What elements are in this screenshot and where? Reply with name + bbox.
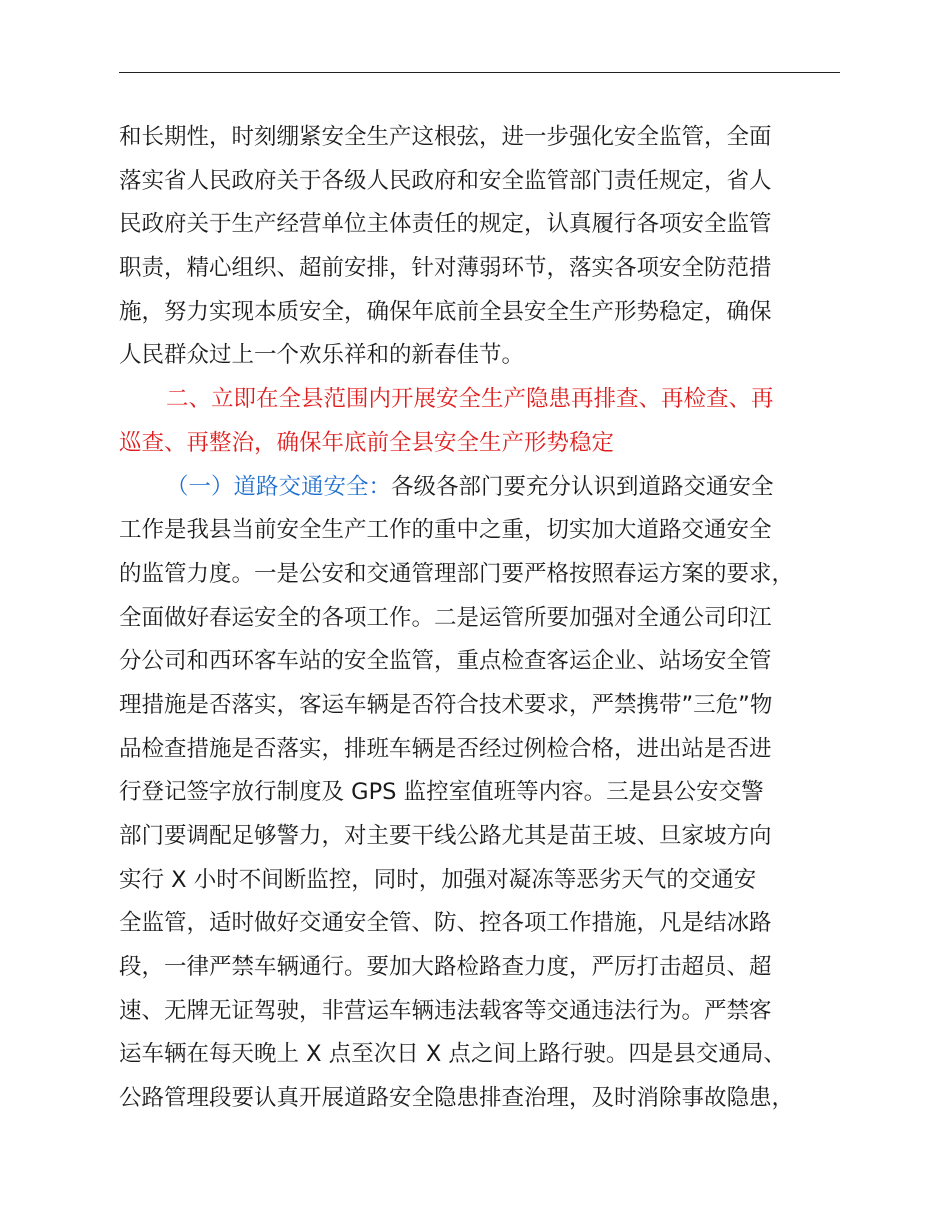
subsection-label: （一）道路交通安全：	[166, 473, 392, 500]
text-line: 落实省人民政府关于各级人民政府和安全监管部门责任规定，省人	[119, 167, 772, 194]
text-line: 公路管理段要认真开展道路安全隐患排查治理，及时消除事故隐患，	[119, 1085, 795, 1112]
text-line: 部门要调配足够警力，对主要干线公路尤其是苗王坡、旦家坡方向	[119, 823, 772, 849]
text-line: 工作是我县当前安全生产工作的重中之重，切实加大道路交通安全	[119, 517, 772, 544]
text-line: 段，一律严禁车辆通行。要加大路检路查力度，严厉打击超员、超	[119, 954, 772, 981]
header-rule	[119, 72, 840, 73]
heading-line: 巡查、再整治，确保年底前全县安全生产形势稳定	[119, 429, 615, 456]
text-line: 行登记签字放行制度及 GPS 监控室值班等内容。三是县公安交警	[119, 779, 764, 806]
text-line: 品检查措施是否落实，排班车辆是否经过例检合格，进出站是否进	[119, 735, 772, 762]
subsection-road-traffic	[119, 466, 843, 1121]
text-line: 速、无牌无证驾驶，非营运车辆违法载客等交通违法行为。严禁客	[119, 997, 772, 1024]
text-span: 各级各部门要充分认识到道路交通安全	[391, 473, 774, 500]
text-line: 和长期性，时刻绷紧安全生产这根弦，进一步强化安全监管，全面	[119, 124, 772, 150]
heading-line: 二、立即在全县范围内开展安全生产隐患再排查、再检查、再	[166, 386, 774, 413]
text-line: 人民群众过上一个欢乐祥和的新春佳节。	[119, 342, 525, 369]
text-line: 运车辆在每天晚上 X 点至次日 X 点之间上路行驶。四是县交通局、	[119, 1041, 786, 1068]
text-line: 全面做好春运安全的各项工作。二是运管所要加强对全通公司印江	[119, 604, 772, 631]
text-line: 全监管，适时做好交通安全管、防、控各项工作措施，凡是结冰路	[119, 910, 772, 937]
text-line: 民政府关于生产经营单位主体责任的规定，认真履行各项安全监管	[119, 211, 772, 238]
paragraph-continuation	[119, 116, 843, 378]
text-line: 理措施是否落实，客运车辆是否符合技术要求，严禁携带”三危”物	[119, 691, 773, 718]
text-line: 施，努力实现本质安全，确保年底前全县安全生产形势稳定，确保	[119, 298, 772, 325]
text-line: 的监管力度。一是公安和交通管理部门要严格按照春运方案的要求，	[119, 560, 795, 587]
document-body	[119, 116, 843, 1121]
section-heading-2	[119, 378, 843, 465]
text-line: 分公司和西环客车站的安全监管，重点检查客运企业、站场安全管	[119, 648, 772, 675]
text-line: 实行 X 小时不间断监控，同时，加强对凝冻等恶劣天气的交通安	[119, 866, 757, 893]
text-line: 职责，精心组织、超前安排，针对薄弱环节，落实各项安全防范措	[119, 255, 772, 282]
text-line	[119, 466, 843, 510]
